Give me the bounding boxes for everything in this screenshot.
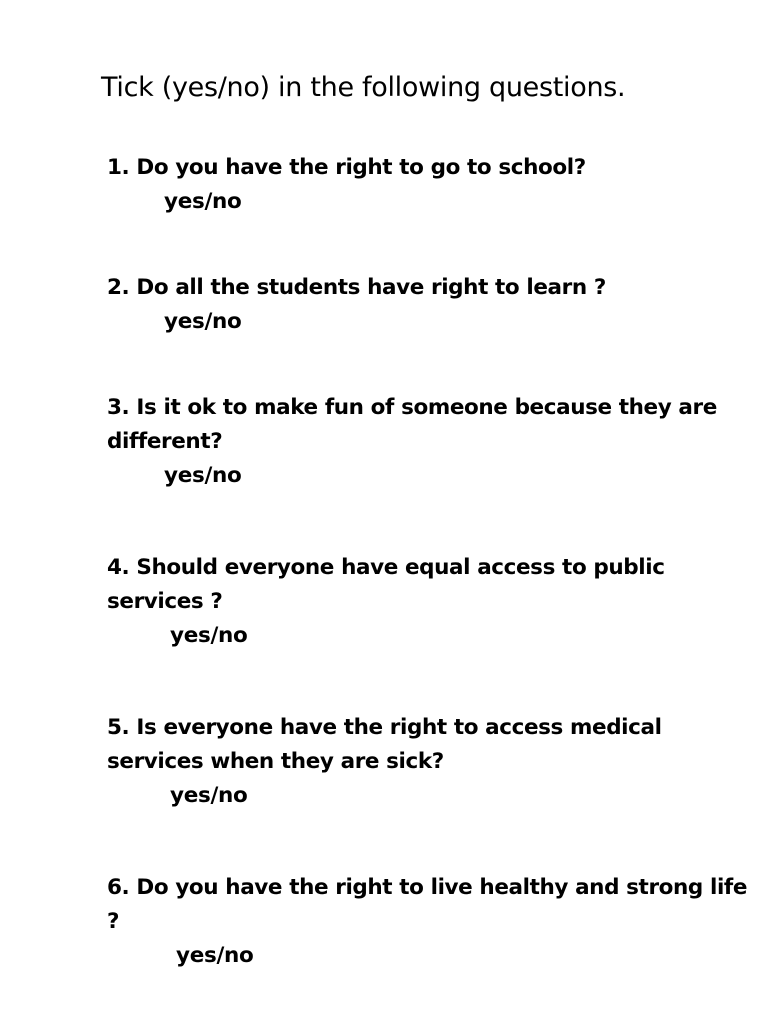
question-item — [107, 151, 757, 219]
question-text: 1. Do you have the right to go to school? — [107, 155, 586, 180]
question-item — [107, 391, 757, 493]
answer-options: yes/no — [164, 309, 242, 334]
answer-options: yes/no — [164, 463, 242, 488]
question-item — [107, 271, 757, 339]
question-text: 3. Is it ok to make fun of someone because they are different? — [107, 395, 717, 454]
answer-options: yes/no — [170, 623, 248, 648]
question-text: 2. Do all the students have right to learn ? — [107, 275, 606, 300]
question-text: 6. Do you have the right to live healthy and strong life ? — [107, 875, 748, 934]
question-item — [107, 711, 757, 813]
worksheet-title: Tick (yes/no) in the following questions. — [101, 72, 626, 103]
answer-options: yes/no — [170, 783, 248, 808]
question-item — [107, 871, 757, 973]
question-text: 5. Is everyone have the right to access medical services when they are sick? — [107, 715, 662, 774]
answer-options: yes/no — [176, 943, 254, 968]
question-item — [107, 551, 757, 653]
question-text: 4. Should everyone have equal access to public services ? — [107, 555, 665, 614]
answer-options: yes/no — [164, 189, 242, 214]
